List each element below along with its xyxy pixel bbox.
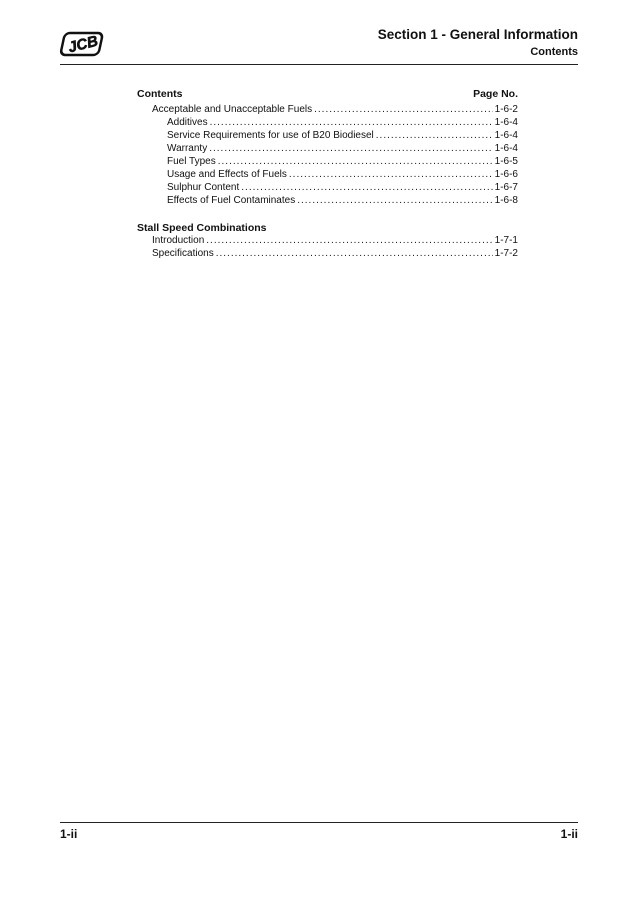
toc-leader-dots (241, 181, 492, 194)
page-number-right: 1-ii (560, 827, 578, 841)
toc-leader-dots (206, 234, 492, 247)
header-divider (60, 64, 578, 65)
page-subtitle: Contents (530, 46, 578, 58)
toc-entry-label: Warranty (167, 143, 208, 154)
section-title: Section 1 - General Information (377, 27, 578, 42)
toc-entry-sulphur-content[interactable] (167, 181, 518, 194)
toc-leader-dots (216, 247, 493, 260)
toc-leader-dots (209, 142, 492, 155)
toc-header (137, 88, 518, 102)
svg-text:JCB: JCB (66, 32, 100, 57)
toc-heading-contents: Contents (137, 88, 183, 100)
toc-entry-b20-biodiesel[interactable] (167, 129, 518, 142)
toc-entry-label: Sulphur Content (167, 182, 240, 193)
toc-leader-dots (289, 168, 493, 181)
jcb-logo (58, 28, 108, 60)
toc-leader-dots (297, 194, 492, 207)
toc-entry-page: 1-6-8 (494, 195, 518, 206)
toc-entry-page: 1-6-5 (494, 156, 518, 167)
toc-entry-label: Introduction (152, 235, 205, 246)
toc-entry-label: Effects of Fuel Contaminates (167, 195, 296, 206)
toc-entry-warranty[interactable] (167, 142, 518, 155)
toc-entry-fuel-types[interactable] (167, 155, 518, 168)
toc-entry-label: Fuel Types (167, 156, 216, 167)
toc-entry-page: 1-6-4 (494, 117, 518, 128)
toc-leader-dots (218, 155, 493, 168)
toc-heading-page-no: Page No. (473, 88, 518, 100)
footer-divider (60, 822, 578, 823)
toc-entry-page: 1-7-2 (494, 248, 518, 259)
toc-entry-page: 1-6-2 (494, 104, 518, 115)
toc-entry-page: 1-6-4 (494, 143, 518, 154)
toc-entry-page: 1-7-1 (494, 235, 518, 246)
toc-leader-dots (376, 129, 493, 142)
toc-entry-acceptable-fuels[interactable] (152, 103, 518, 116)
toc-entry-additives[interactable] (167, 116, 518, 129)
toc-leader-dots (210, 116, 493, 129)
toc-entry-page: 1-6-6 (494, 169, 518, 180)
toc-entry-fuel-contaminates[interactable] (167, 194, 518, 207)
toc-entry-label: Acceptable and Unacceptable Fuels (152, 104, 313, 115)
page-number-left: 1-ii (60, 827, 78, 841)
toc-entry-page: 1-6-7 (494, 182, 518, 193)
toc-entry-label: Service Requirements for use of B20 Biodiesel (167, 130, 374, 141)
toc-leader-dots (314, 103, 493, 116)
toc-entry-specifications[interactable] (152, 247, 518, 260)
toc-entry-label: Specifications (152, 248, 214, 259)
toc-entry-introduction[interactable] (152, 234, 518, 247)
toc-section-title[interactable]: Stall Speed Combinations (137, 222, 267, 234)
toc-entry-label: Additives (167, 117, 208, 128)
toc-entry-usage-effects[interactable] (167, 168, 518, 181)
toc-entry-label: Usage and Effects of Fuels (167, 169, 287, 180)
toc-entry-page: 1-6-4 (494, 130, 518, 141)
